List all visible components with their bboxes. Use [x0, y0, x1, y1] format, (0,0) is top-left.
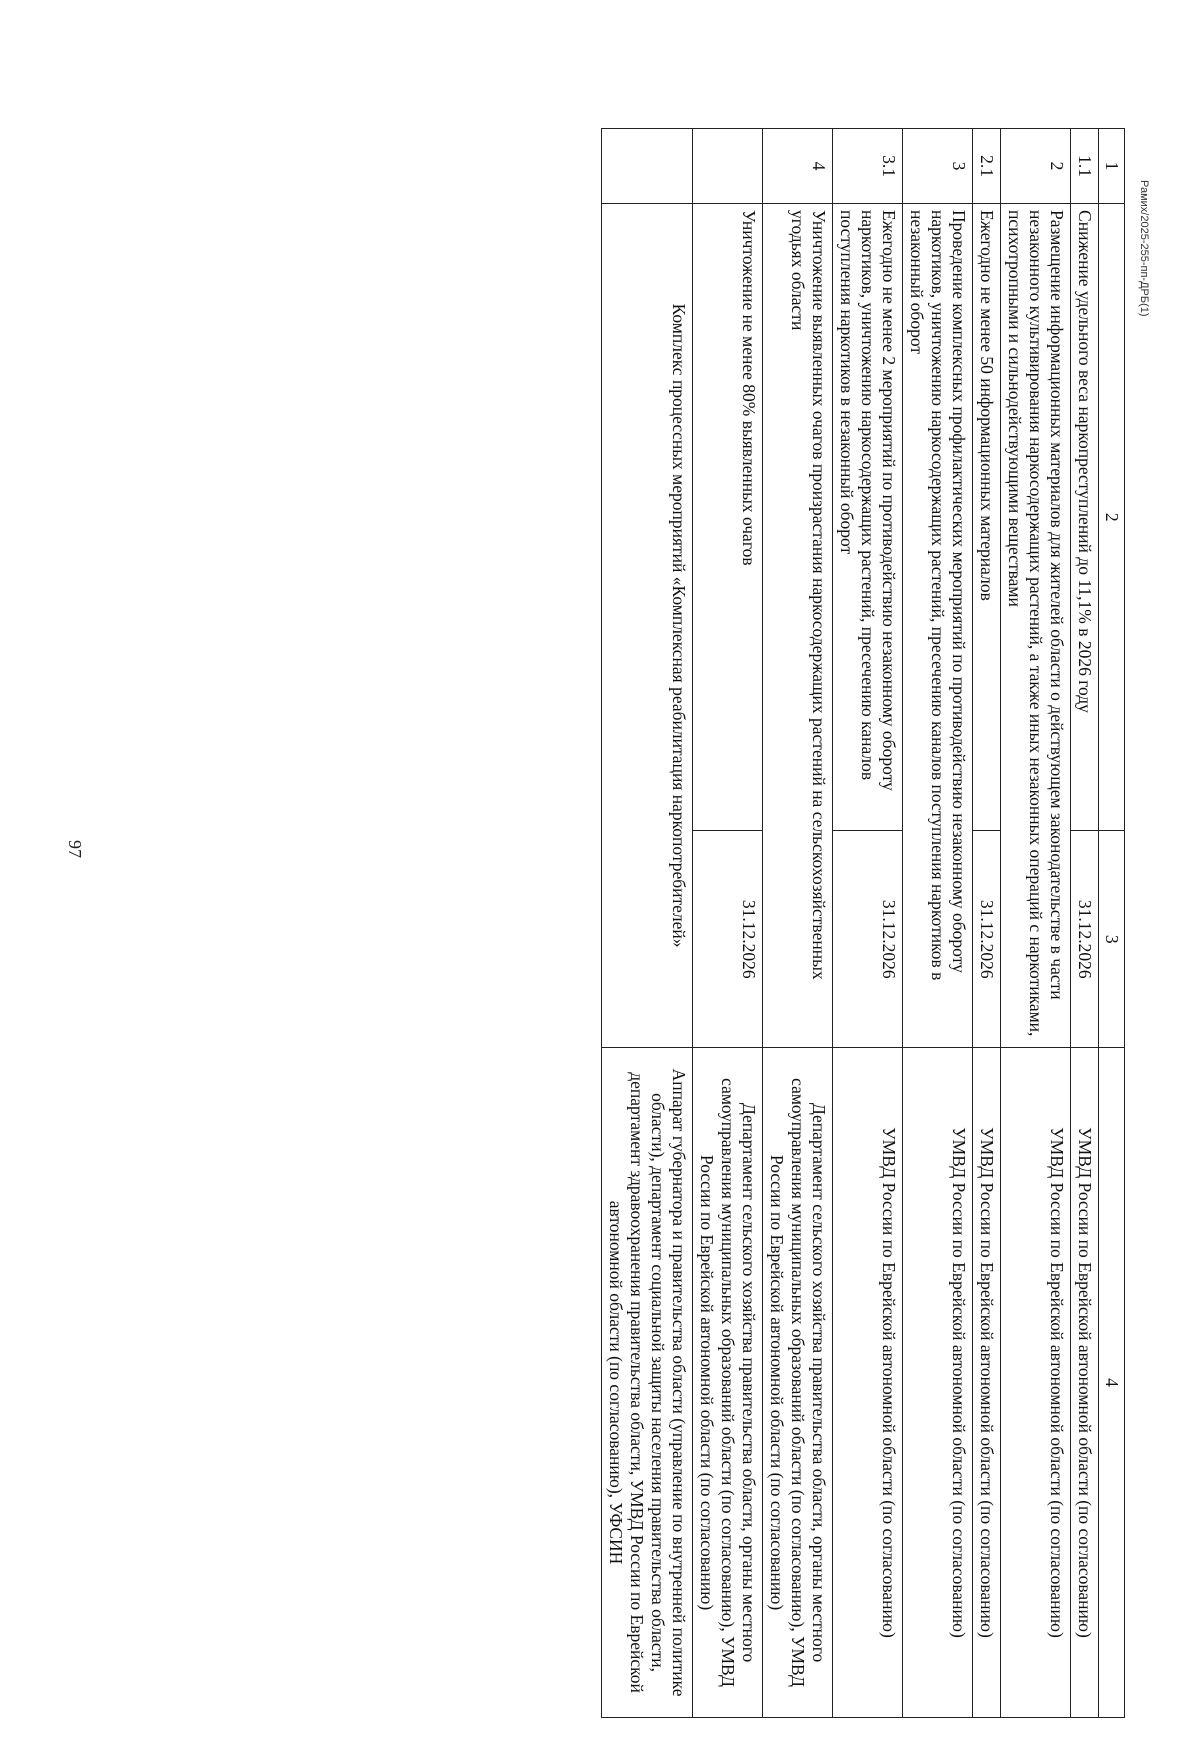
footer-code: Рамих/2025-255-пп-ДРБ(1): [1138, 180, 1150, 317]
page-number: 97: [65, 840, 85, 858]
row-date: 31.12.2026: [1071, 831, 1099, 1048]
row-executor: УМВД России по Еврейской автономной области (по согласованию): [833, 1048, 903, 1718]
row-number: 2.1: [973, 129, 1001, 204]
header-col-1: 1: [1099, 129, 1125, 204]
row-executor: УМВД России по Еврейской автономной области (по согласованию): [973, 1048, 1001, 1718]
table-row: [1071, 129, 1099, 1718]
row-number: 2: [1001, 129, 1071, 204]
row-executor: УМВД России по Еврейской автономной области (по согласованию): [1001, 1048, 1071, 1718]
table-row: [973, 129, 1001, 1718]
row-text: Уничтожение не менее 80% выявленных очагов: [693, 204, 763, 831]
header-col-2: 2: [1099, 204, 1125, 831]
row-date: 31.12.2026: [973, 831, 1001, 1048]
table-row: [1001, 129, 1071, 1718]
row-executor: Департамент сельского хозяйства правительства области, органы местного самоуправления муниципальных образований области (по согласованию), УМВД России по Еврейской автономной области (по согласованию): [693, 1048, 763, 1718]
row-executor: Департамент сельского хозяйства правительства области, органы местного самоуправления муниципальных образований области (по согласованию), УМВД России по Еврейской автономной области (по согласованию): [763, 1048, 833, 1718]
header-col-3: 3: [1099, 831, 1125, 1048]
rotated-table-sheet: [175, 128, 1125, 1718]
row-executor: Аппарат губернатора и правительства области (управление по внутренней политике области), департамент социальной защиты населения правительства области, департамент здравоохранения правительства области, УМВД России по Еврейской автономной области (по согласованию), УФСИН: [602, 1048, 693, 1718]
row-date: 31.12.2026: [693, 831, 763, 1048]
table-row: [903, 129, 973, 1718]
row-executor: УМВД России по Еврейской автономной области (по согласованию): [1071, 1048, 1099, 1718]
table-row: [693, 129, 763, 1718]
table-row: [763, 129, 833, 1718]
row-number: 4: [763, 129, 833, 204]
row-number: [602, 129, 693, 204]
row-text: Снижение удельного веса наркопреступлений до 11,1% в 2026 году: [1071, 204, 1099, 831]
row-text: Размещение информационных материалов для жителей области о действующем законодательстве в части незаконного культивирования наркосодержащих растений, а также иных незаконных операций с наркотиками, психотропными и сильнодействующими веществами: [1001, 204, 1071, 1048]
row-text: Комплекс процессных мероприятий «Комплексная реабилитация наркопотребителей»: [602, 204, 693, 1048]
row-text: Уничтожение выявленных очагов произрастания наркосодержащих растений на сельскохозяйственных угодьях области: [763, 204, 833, 1048]
row-text: Проведение комплексных профилактических мероприятий по противодействию незаконному обороту наркотиков, уничтожению наркосодержащих растений, пресечению каналов поступления наркотиков в незаконный оборот: [903, 204, 973, 1048]
row-text: Ежегодно не менее 50 информационных материалов: [973, 204, 1001, 831]
measures-table: [601, 128, 1125, 1718]
row-text: Ежегодно не менее 2 мероприятий по противодействию незаконному обороту наркотиков, уничтожению наркосодержащих растений, пресечению каналов поступления наркотиков в незаконный оборот: [833, 204, 903, 831]
row-number: 3.1: [833, 129, 903, 204]
header-col-4: 4: [1099, 1048, 1125, 1718]
row-number: 3: [903, 129, 973, 204]
table-row: [833, 129, 903, 1718]
table-row: [602, 129, 693, 1718]
row-executor: УМВД России по Еврейской автономной области (по согласованию): [903, 1048, 973, 1718]
row-date: 31.12.2026: [833, 831, 903, 1048]
row-number: [693, 129, 763, 204]
header-row: [1099, 129, 1125, 1718]
row-number: 1.1: [1071, 129, 1099, 204]
